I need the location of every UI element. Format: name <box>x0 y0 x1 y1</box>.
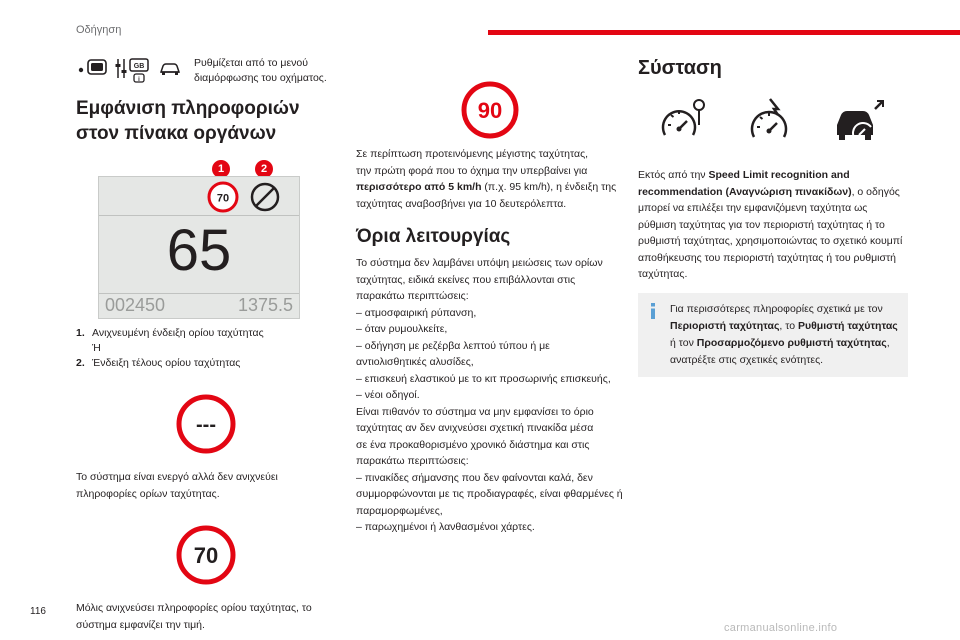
speed-limit-recognition-icon <box>657 95 707 145</box>
recommendation-heading: Σύσταση <box>638 57 722 79</box>
legend-list <box>76 326 336 371</box>
legend-item-1-sub: Ή <box>92 342 101 354</box>
limits-heading: Όρια λειτουργίας <box>356 226 511 247</box>
cluster-divider-bottom <box>99 293 299 294</box>
adaptive-cruise-control-icon <box>831 95 889 145</box>
odometer: 002450 <box>105 295 166 315</box>
cluster-display-heading: Εμφάνιση πληροφοριών στον πίνακα οργάνων <box>76 98 300 144</box>
column-1 <box>76 56 336 633</box>
svg-text:---: --- <box>196 414 216 436</box>
watermark: carmanualsonline.info <box>724 622 838 634</box>
touchscreen-settings-icon <box>114 56 152 84</box>
sign-90-wrap <box>356 80 624 140</box>
info-icon <box>646 303 660 319</box>
legend-item-2: 2. Ένδειξη τέλους ορίου ταχύτητας <box>76 357 241 369</box>
section-header: Οδήγηση <box>76 24 122 36</box>
recommendation-paragraph: Εκτός από την Speed Limit recognition and recommendation (Αναγνώριση πινακίδων), ο οδηγός μπορεί να επιλέξει την εμφανιζόμενη ταχύτητα ως ρύθμιση ταχύτητας για τον περιοριστή ταχύτητας ή το ρυθμιστή ταχύτητας, χρησιμοποιώντας το σχετικό κουμπί αποθήκευσης του περιοριστή ταχύτητας ή του ρυθμιστή ταχύτητας. <box>638 169 903 280</box>
header-accent-bar <box>488 30 960 35</box>
cluster-divider-top <box>99 215 299 216</box>
current-speed: 65 <box>166 218 232 283</box>
legend-item-1: 1. Ανιχνευμένη ένδειξη ορίου ταχύτητας <box>76 327 264 339</box>
sign-70-wrap <box>76 524 336 586</box>
detect-text: Μόλις ανιχνεύσει πληροφορίες ορίου ταχύτητας, το σύστημα εμφανίζει την τιμή. <box>76 602 312 631</box>
menu-text: Ρυθμίζεται από το μενού διαμόρφωσης του οχήματος. <box>194 57 327 84</box>
svg-text:70: 70 <box>216 192 230 205</box>
exceed-paragraph: Σε περίπτωση προτεινόμενης μέγιστης ταχύτητας, την πρώτη φορά που το όχημα την υπερβαίνει για περισσότερο από 5 km/h (π.χ. 95 km/h), η ένδειξη της ταχύτητας αναβοσβήνει για 10 δευτερόλεπτα. <box>356 148 617 210</box>
cluster-figure <box>76 160 336 320</box>
column-2 <box>356 80 624 536</box>
column-3 <box>638 56 908 377</box>
end-of-limit-sign-icon <box>249 181 281 213</box>
svg-text:GB: GB <box>133 63 145 70</box>
svg-text:i: i <box>138 77 140 83</box>
menu-icons-row <box>76 56 336 86</box>
speed-limiter-icon <box>744 95 794 145</box>
page-number: 116 <box>30 606 46 617</box>
info-box: Για περισσότερες πληροφορίες σχετικά με τον Περιοριστή ταχύτητας, το Ρυθμιστή ταχύτητας ή τον Προσαρμοζόμενο ρυθμιστή ταχύτητας, ανατρέξτε στις σχετικές ενότητες. <box>638 293 908 377</box>
marker-2: 2 <box>255 160 273 178</box>
speed-limit-70-sign-icon <box>175 524 237 586</box>
no-info-text: Το σύστημα είναι ενεργό αλλά δεν ανιχνεύει πληροφορίες ορίων ταχύτητας. <box>76 471 278 500</box>
instrument-cluster <box>98 176 300 319</box>
no-info-sign-wrap <box>76 393 336 455</box>
speed-limit-90-sign-icon <box>460 80 520 140</box>
limits-body: Το σύστημα δεν λαμβάνει υπόψη μειώσεις των ορίων ταχύτητας, ειδικά εκείνες που επιβάλλονται στις παρακάτω περιπτώσεις: – ατμοσφαιρική ρύπανση, – όταν ρυμουλκείτε, – οδήγηση με ρεζέρβα λεπτού τύπου ή με αντιολισθητικές αλυσίδες, – επισκευή ελαστικού με το κιτ προσωρινής επισκευής, – νέοι οδηγοί. Είναι πιθανόν το σύστημα να μην εμφανίσει το όριο ταχύτητας αν δεν ανιχνεύσει σχετική πινακίδα μέσα σε ένα προκαθορισμένο χρονικό διάστημα και στις παρακάτω περιπτώσεις: – πινακίδες σήμανσης που δεν φαίνονται καλά, δεν συμμορφώνονται με τις προδιαγραφές, είναι φθαρμένες ή παραμορφωμένες, – παρωχημένοι ή λανθασμένοι χάρτες. <box>356 257 623 533</box>
car-icon <box>158 56 182 80</box>
svg-text:70: 70 <box>193 543 219 568</box>
menu-button-icon <box>76 56 108 80</box>
trip-meter: 1375.5 <box>237 295 293 315</box>
marker-1: 1 <box>212 160 230 178</box>
speed-limit-sign-icon <box>207 181 239 213</box>
no-info-sign-icon <box>175 393 237 455</box>
function-icons-row <box>638 93 908 145</box>
svg-text:90: 90 <box>477 98 503 123</box>
